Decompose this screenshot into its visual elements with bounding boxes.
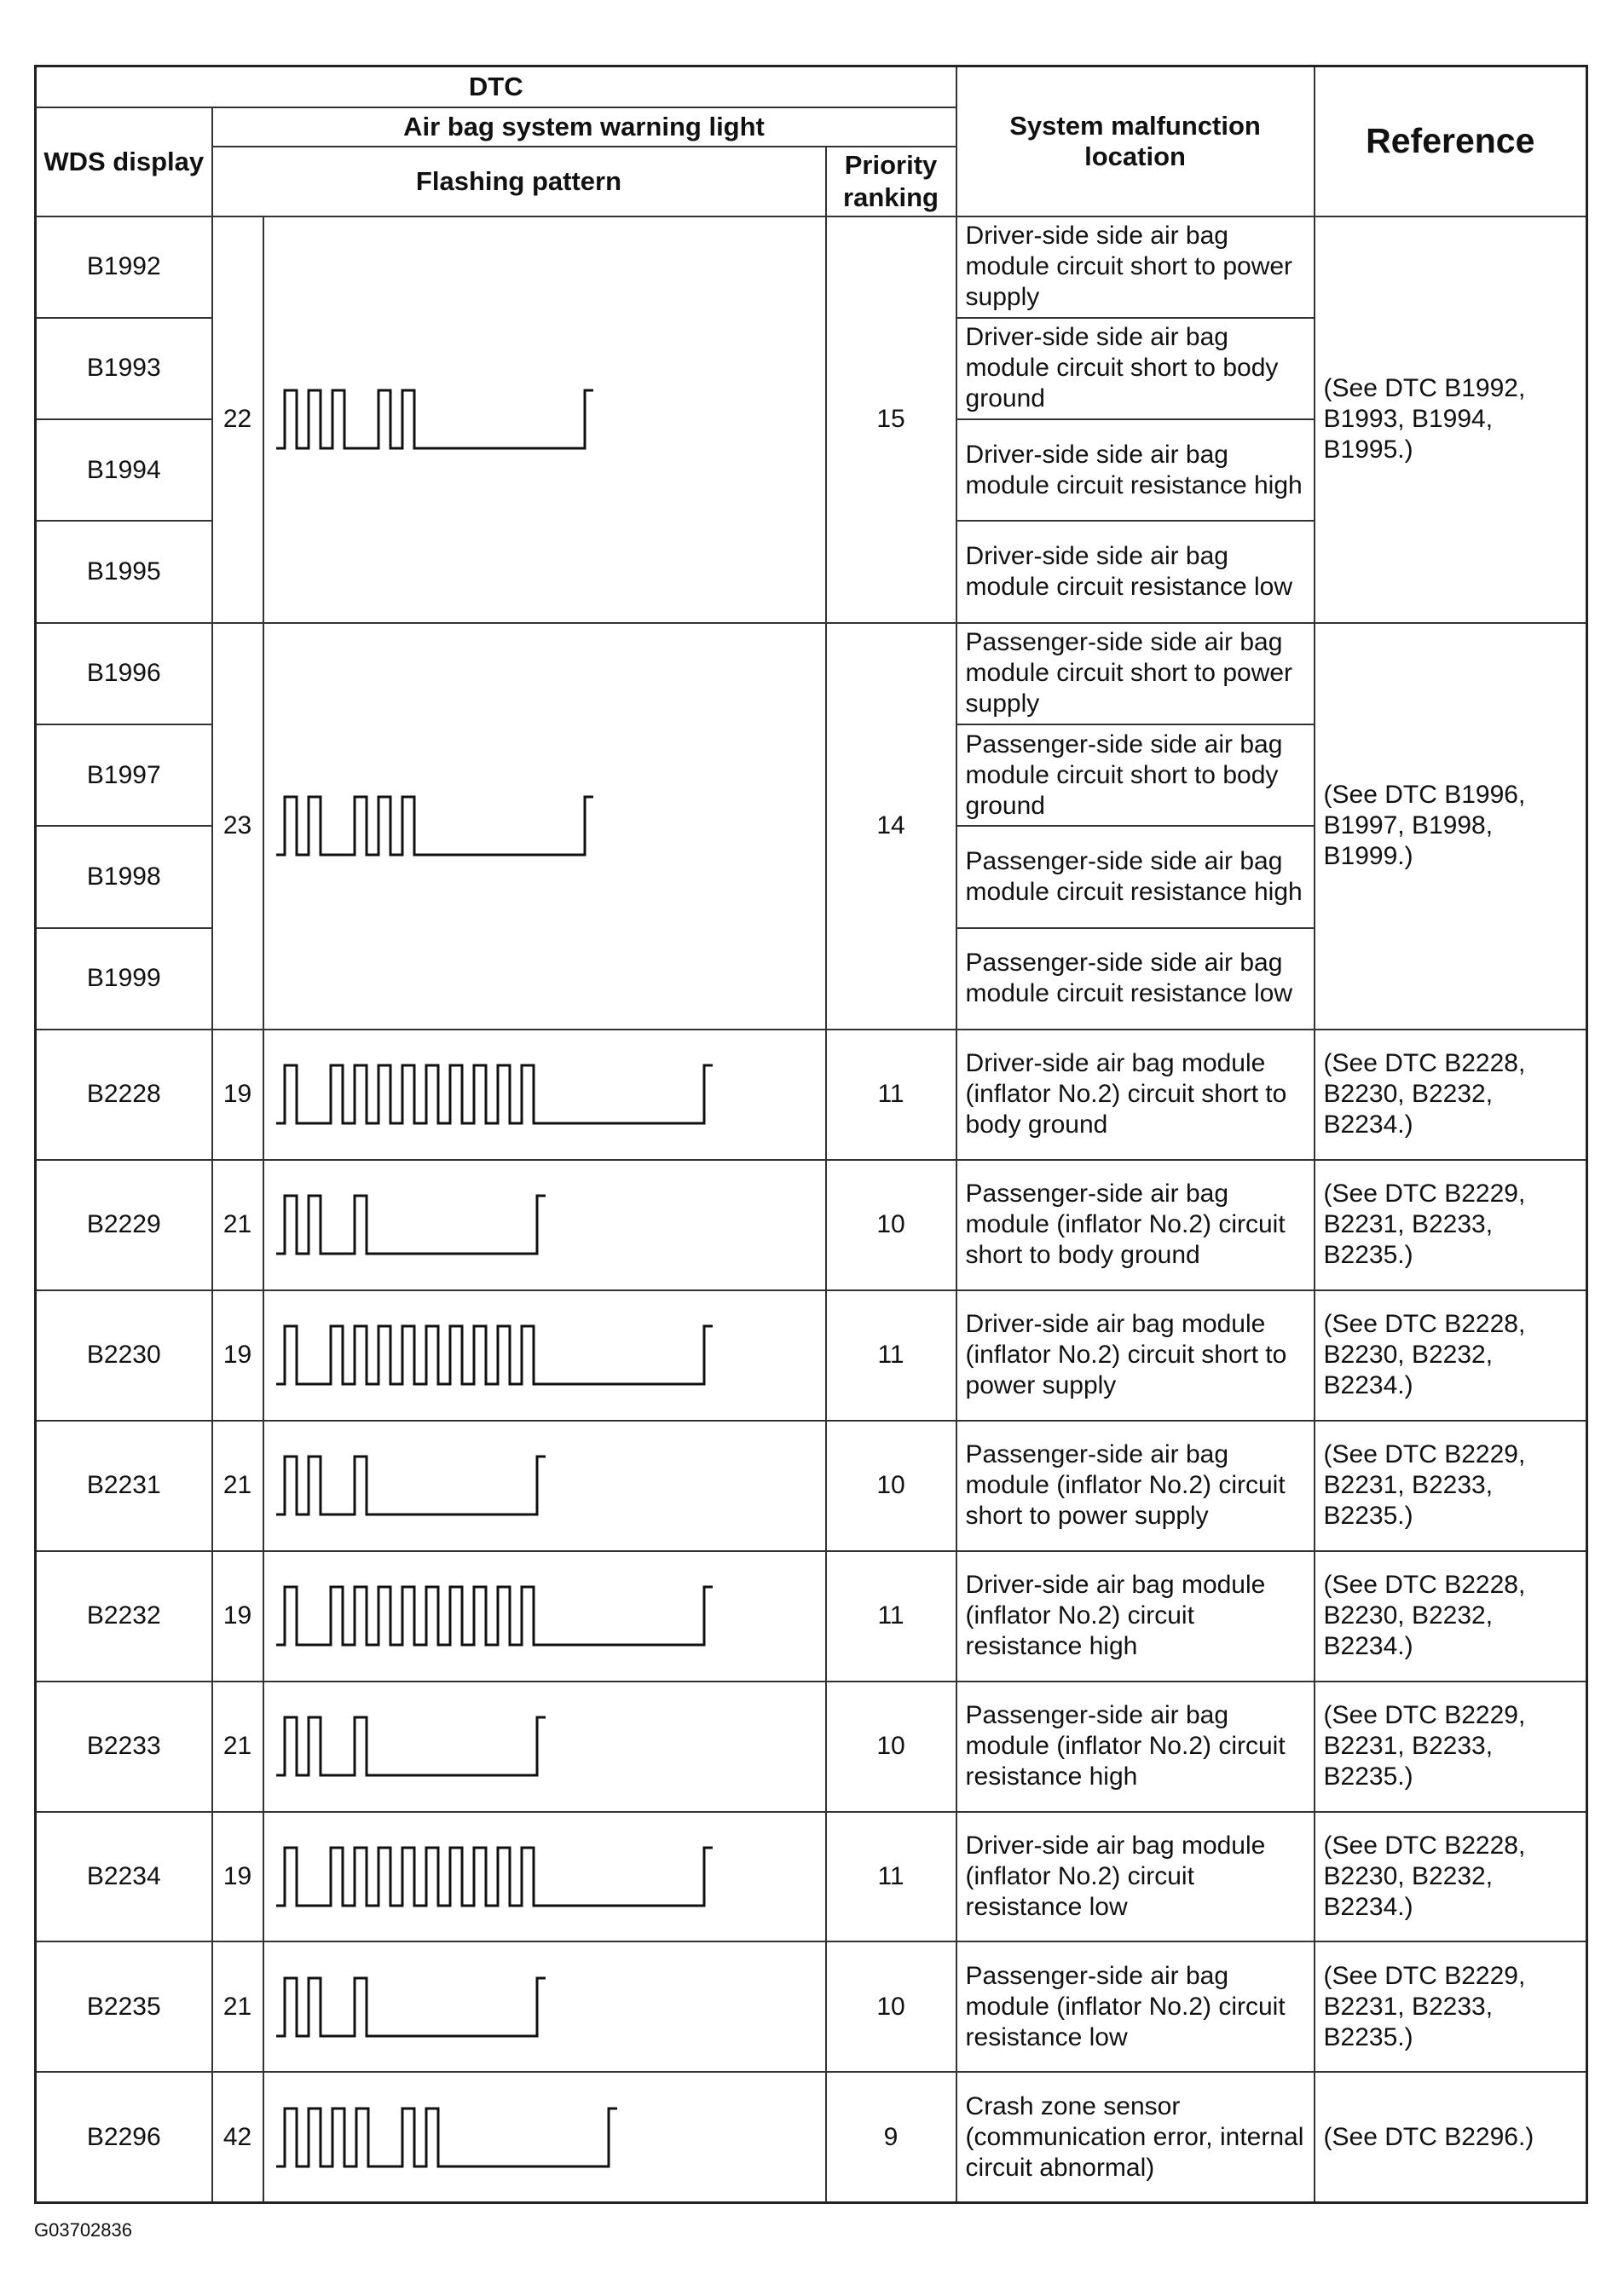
- wds-code: B2296: [36, 2072, 212, 2202]
- malfunction-location-header: System malfunction location: [956, 66, 1315, 216]
- flashing-pattern-waveform: [276, 1968, 754, 2046]
- flash-count: 23: [212, 623, 263, 1030]
- flashing-pattern-waveform: [276, 1577, 754, 1655]
- flash-count: 19: [212, 1030, 263, 1160]
- reference: (See DTC B2228, B2230, B2232, B2234.): [1315, 1030, 1587, 1160]
- flash-count: 19: [212, 1290, 263, 1421]
- wds-code: B2231: [36, 1421, 212, 1551]
- wds-code: B1997: [36, 724, 212, 826]
- flashing-pattern-waveform: [276, 1837, 754, 1916]
- wds-code: B1994: [36, 419, 212, 521]
- malfunction-location: Driver-side side air bag module circuit resistance high: [956, 419, 1315, 521]
- table-body: [36, 216, 1587, 2203]
- priority-ranking-header: Priority ranking: [826, 147, 956, 216]
- waveform-path: [276, 1848, 713, 1906]
- flash-count: 19: [212, 1812, 263, 1942]
- flashing-pattern-cell: [263, 1030, 826, 1160]
- reference: (See DTC B2228, B2230, B2232, B2234.): [1315, 1812, 1587, 1942]
- table-header: [36, 66, 1587, 216]
- flashing-pattern-waveform: [276, 1446, 754, 1525]
- waveform-path: [276, 1587, 713, 1645]
- flash-count: 19: [212, 1551, 263, 1682]
- malfunction-location: Passenger-side side air bag module circuit resistance low: [956, 928, 1315, 1030]
- priority-ranking: 11: [826, 1812, 956, 1942]
- flashing-pattern-waveform: [276, 2098, 754, 2177]
- malfunction-location: Passenger-side side air bag module circuit resistance high: [956, 826, 1315, 927]
- priority-ranking: 9: [826, 2072, 956, 2202]
- malfunction-location: Driver-side air bag module (inflator No.2) circuit resistance high: [956, 1551, 1315, 1682]
- table-row: [36, 216, 1587, 318]
- reference: (See DTC B1996, B1997, B1998, B1999.): [1315, 623, 1587, 1030]
- flashing-pattern-waveform: [276, 1055, 754, 1134]
- wds-code: B2235: [36, 1941, 212, 2072]
- flashing-pattern-cell: [263, 2072, 826, 2202]
- wds-code: B1999: [36, 928, 212, 1030]
- reference: (See DTC B2228, B2230, B2232, B2234.): [1315, 1551, 1587, 1682]
- table-row: [36, 1812, 1587, 1942]
- flash-count: 21: [212, 1421, 263, 1551]
- table-row: [36, 1682, 1587, 1812]
- flashing-pattern-cell: [263, 1421, 826, 1551]
- flashing-pattern-waveform: [276, 1707, 754, 1785]
- priority-ranking: 10: [826, 1941, 956, 2072]
- priority-ranking: 15: [826, 216, 956, 623]
- table-row: [36, 623, 1587, 724]
- reference: (See DTC B2229, B2231, B2233, B2235.): [1315, 1941, 1587, 2072]
- wds-display-header: WDS display: [36, 107, 212, 216]
- flashing-pattern-cell: [263, 1160, 826, 1290]
- priority-ranking: 10: [826, 1421, 956, 1551]
- flashing-pattern-cell: [263, 1290, 826, 1421]
- malfunction-location: Driver-side air bag module (inflator No.2) circuit short to body ground: [956, 1030, 1315, 1160]
- priority-ranking: 11: [826, 1551, 956, 1682]
- reference: (See DTC B2296.): [1315, 2072, 1587, 2202]
- flashing-pattern-cell: [263, 1682, 826, 1812]
- flash-count: 22: [212, 216, 263, 623]
- waveform-path: [276, 1717, 546, 1775]
- waveform-path: [276, 1196, 546, 1254]
- table-row: [36, 1421, 1587, 1551]
- malfunction-location: Passenger-side air bag module (inflator No.2) circuit short to power supply: [956, 1421, 1315, 1551]
- flashing-pattern-waveform: [276, 787, 754, 865]
- flashing-pattern-cell: [263, 216, 826, 623]
- flashing-pattern-waveform: [276, 1185, 754, 1264]
- flashing-pattern-waveform: [276, 380, 754, 459]
- figure-id: G03702836: [34, 2219, 132, 2241]
- wds-code: B2232: [36, 1551, 212, 1682]
- waveform-path: [276, 390, 593, 448]
- flashing-pattern-waveform: [276, 1316, 754, 1394]
- flash-count: 21: [212, 1941, 263, 2072]
- table-row: [36, 1551, 1587, 1682]
- wds-code: B1992: [36, 216, 212, 318]
- flashing-pattern-header: Flashing pattern: [212, 147, 826, 216]
- priority-ranking: 10: [826, 1682, 956, 1812]
- dtc-table: [34, 65, 1588, 2204]
- warning-light-header: Air bag system warning light: [212, 107, 956, 147]
- flash-count: 42: [212, 2072, 263, 2202]
- priority-ranking: 11: [826, 1030, 956, 1160]
- waveform-path: [276, 1457, 546, 1514]
- malfunction-location: Passenger-side air bag module (inflator No.2) circuit resistance high: [956, 1682, 1315, 1812]
- flash-count: 21: [212, 1160, 263, 1290]
- waveform-path: [276, 2109, 617, 2166]
- malfunction-location: Driver-side side air bag module circuit short to body ground: [956, 318, 1315, 419]
- malfunction-location: Passenger-side side air bag module circuit short to power supply: [956, 623, 1315, 724]
- malfunction-location: Driver-side air bag module (inflator No.2) circuit short to power supply: [956, 1290, 1315, 1421]
- reference: (See DTC B2229, B2231, B2233, B2235.): [1315, 1160, 1587, 1290]
- flashing-pattern-cell: [263, 623, 826, 1030]
- table-row: [36, 1030, 1587, 1160]
- waveform-path: [276, 1326, 713, 1384]
- priority-ranking: 11: [826, 1290, 956, 1421]
- wds-code: B2229: [36, 1160, 212, 1290]
- dtc-header: DTC: [36, 66, 956, 107]
- malfunction-location: Driver-side side air bag module circuit resistance low: [956, 521, 1315, 622]
- priority-ranking: 14: [826, 623, 956, 1030]
- table-row: [36, 2072, 1587, 2202]
- table-row: [36, 1160, 1587, 1290]
- waveform-path: [276, 1978, 546, 2036]
- wds-code: B2233: [36, 1682, 212, 1812]
- wds-code: B2234: [36, 1812, 212, 1942]
- table-row: [36, 1290, 1587, 1421]
- flash-count: 21: [212, 1682, 263, 1812]
- priority-ranking: 10: [826, 1160, 956, 1290]
- wds-code: B2230: [36, 1290, 212, 1421]
- waveform-path: [276, 797, 593, 855]
- wds-code: B2228: [36, 1030, 212, 1160]
- malfunction-location: Driver-side air bag module (inflator No.2) circuit resistance low: [956, 1812, 1315, 1942]
- wds-code: B1995: [36, 521, 212, 622]
- wds-code: B1993: [36, 318, 212, 419]
- wds-code: B1998: [36, 826, 212, 927]
- flashing-pattern-cell: [263, 1812, 826, 1942]
- waveform-path: [276, 1065, 713, 1123]
- reference: (See DTC B2229, B2231, B2233, B2235.): [1315, 1421, 1587, 1551]
- malfunction-location: Passenger-side air bag module (inflator No.2) circuit short to body ground: [956, 1160, 1315, 1290]
- malfunction-location: Driver-side side air bag module circuit short to power supply: [956, 216, 1315, 318]
- table-row: [36, 1941, 1587, 2072]
- malfunction-location: Passenger-side side air bag module circuit short to body ground: [956, 724, 1315, 826]
- reference-header: Reference: [1315, 66, 1587, 216]
- reference: (See DTC B1992, B1993, B1994, B1995.): [1315, 216, 1587, 623]
- reference: (See DTC B2229, B2231, B2233, B2235.): [1315, 1682, 1587, 1812]
- reference: (See DTC B2228, B2230, B2232, B2234.): [1315, 1290, 1587, 1421]
- flashing-pattern-cell: [263, 1551, 826, 1682]
- malfunction-location: Crash zone sensor (communication error, internal circuit abnormal): [956, 2072, 1315, 2202]
- wds-code: B1996: [36, 623, 212, 724]
- flashing-pattern-cell: [263, 1941, 826, 2072]
- malfunction-location: Passenger-side air bag module (inflator No.2) circuit resistance low: [956, 1941, 1315, 2072]
